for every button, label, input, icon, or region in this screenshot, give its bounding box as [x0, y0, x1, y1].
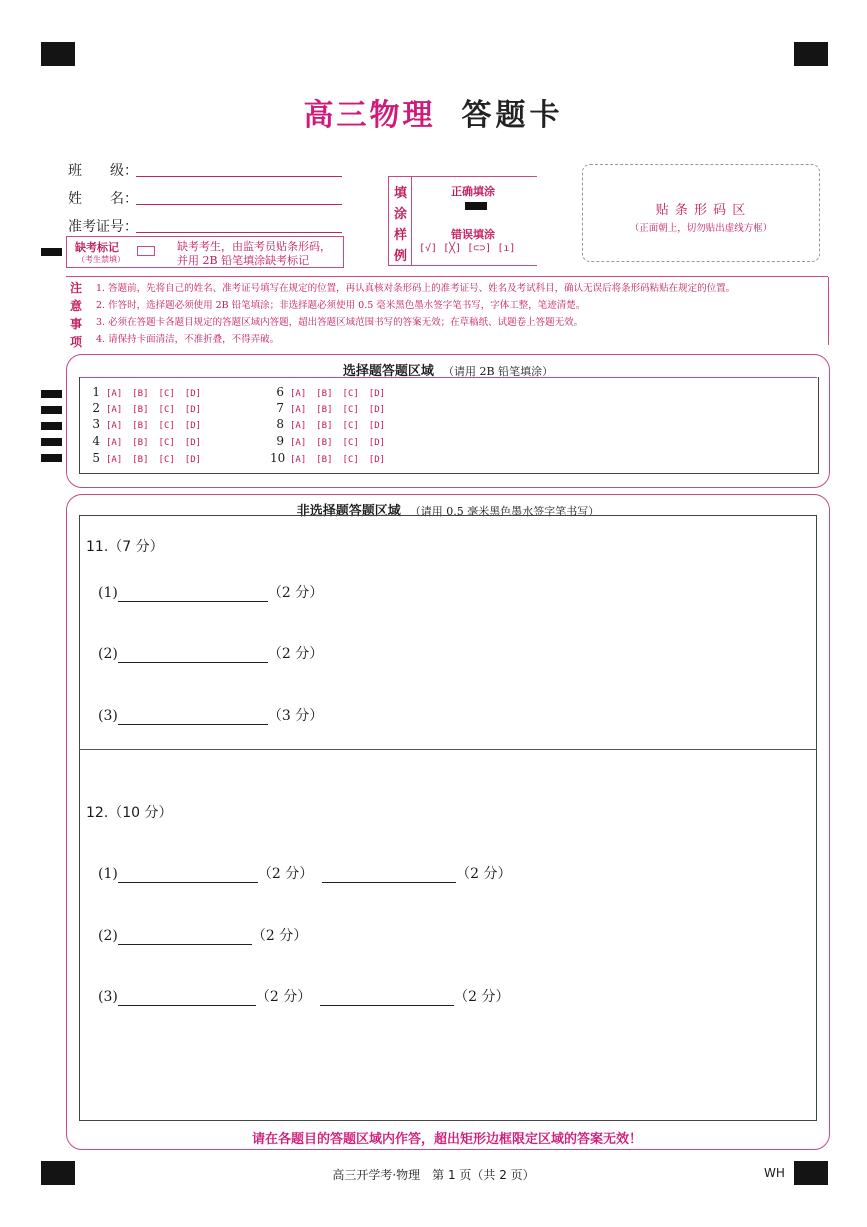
mc-question-row[interactable]: 2 [A] [B] [C] [D]	[92, 401, 202, 415]
mc-question-row[interactable]: 3 [A] [B] [C] [D]	[92, 417, 202, 431]
absent-text-1: 缺考考生，由监考员贴条形码，	[177, 240, 331, 253]
side-mark	[41, 454, 62, 462]
answer-area-warning: 请在各题目的答题区域内作答，超出矩形边框限定区域的答案无效！	[251, 1132, 642, 1147]
class-label: 班 级：	[68, 163, 138, 179]
q11-part1[interactable]: (1) （2 分）	[98, 585, 324, 601]
wrong-fill-samples: [√] [╳] [⊂⊃] [ı]	[419, 243, 516, 254]
mc-question-row[interactable]: 8 [A] [B] [C] [D]	[276, 417, 386, 431]
q12-part3[interactable]: (3) （2 分） （2 分）	[98, 989, 510, 1005]
side-mark	[41, 248, 62, 256]
exam-no-field[interactable]	[136, 232, 342, 233]
correct-fill-sample	[465, 202, 487, 210]
absent-mark-box	[66, 236, 344, 268]
mc-question-row[interactable]: 4 [A] [B] [C] [D]	[92, 434, 202, 448]
absent-label: 缺考标记	[75, 241, 119, 254]
note-line-4: 4. 请保持卡面清洁，不准折叠，不得弄破。	[96, 334, 280, 345]
absent-sub: （考生禁填）	[77, 255, 125, 264]
barcode-title: 贴 条 形 码 区	[655, 203, 747, 218]
note-line-2: 2. 作答时，选择题必须使用 2B 铅笔填涂；非选择题必须使用 0.5 毫米黑色墨水签字笔书写，字体工整，笔迹清楚。	[96, 300, 586, 311]
mc-question-row[interactable]: 7 [A] [B] [C] [D]	[276, 401, 386, 415]
title-subject: 高三物理	[303, 98, 436, 133]
q12-title: 12.（10 分）	[86, 805, 173, 821]
title-card: 答题卡	[461, 98, 564, 133]
question-divider	[79, 749, 817, 750]
fill-example-box	[388, 176, 537, 266]
side-mark	[41, 390, 62, 398]
fill-side-4: 例	[394, 249, 408, 264]
free-title: 非选择题答题区域 （请用 0.5 毫米黑色墨水签字笔书写）	[296, 504, 600, 519]
free-answer-frame	[79, 515, 817, 1121]
fill-side-2: 涂	[394, 207, 408, 222]
notes-side-label: 注 意 事 项	[70, 281, 83, 349]
absent-text-2: 并用 2B 铅笔填涂缺考标记	[177, 254, 310, 267]
corner-mark-top-right	[794, 42, 828, 66]
note-line-3: 3. 必须在答题卡各题目规定的答题区域内答题，超出答题区域范围书写的答案无效；在草稿纸、试题卷上答题无效。	[96, 317, 584, 328]
note-line-1: 1. 答题前，先将自己的姓名、准考证号填写在规定的位置，再认真核对条形码上的准考证号、姓名及考试科目，确认无误后将条形码粘贴在规定的位置。	[96, 283, 736, 294]
fill-side-1: 填	[394, 186, 408, 201]
q12-part1[interactable]: (1) （2 分） （2 分）	[98, 866, 512, 882]
mc-question-row[interactable]: 6 [A] [B] [C] [D]	[276, 385, 386, 399]
mc-question-row[interactable]: 10 [A] [B] [C] [D]	[270, 451, 386, 465]
barcode-area	[582, 164, 820, 262]
q11-part3[interactable]: (3) （3 分）	[98, 708, 324, 724]
class-field[interactable]	[136, 176, 342, 177]
barcode-sub: （正面朝上，切勿贴出虚线方框）	[629, 223, 773, 234]
correct-fill-label: 正确填涂	[451, 185, 495, 198]
corner-mark-top-left	[41, 42, 75, 66]
side-mark	[41, 406, 62, 414]
absent-fill-box[interactable]	[137, 246, 155, 256]
q11-part2[interactable]: (2) （2 分）	[98, 646, 324, 662]
side-mark	[41, 438, 62, 446]
name-label: 姓 名：	[68, 191, 138, 207]
fill-side-3: 样	[394, 228, 408, 243]
page-footer: 高三开学考·物理 第 1 页（共 2 页）	[332, 1168, 535, 1182]
mc-question-row[interactable]: 5 [A] [B] [C] [D]	[92, 451, 202, 465]
wrong-fill-label: 错误填涂	[451, 228, 495, 241]
notes-section	[66, 276, 828, 349]
mc-question-row[interactable]: 1 [A] [B] [C] [D]	[92, 385, 202, 399]
mc-title: 选择题答题区域 （请用 2B 铅笔填涂）	[342, 364, 554, 379]
exam-no-label: 准考证号：	[68, 219, 138, 235]
name-field[interactable]	[136, 204, 342, 205]
footer-code: WH	[764, 1166, 785, 1180]
mc-question-row[interactable]: 9 [A] [B] [C] [D]	[276, 434, 386, 448]
q12-part2[interactable]: (2) （2 分）	[98, 928, 308, 944]
q11-title: 11.（7 分）	[86, 539, 164, 555]
side-mark	[41, 422, 62, 430]
page-title	[0, 90, 867, 134]
